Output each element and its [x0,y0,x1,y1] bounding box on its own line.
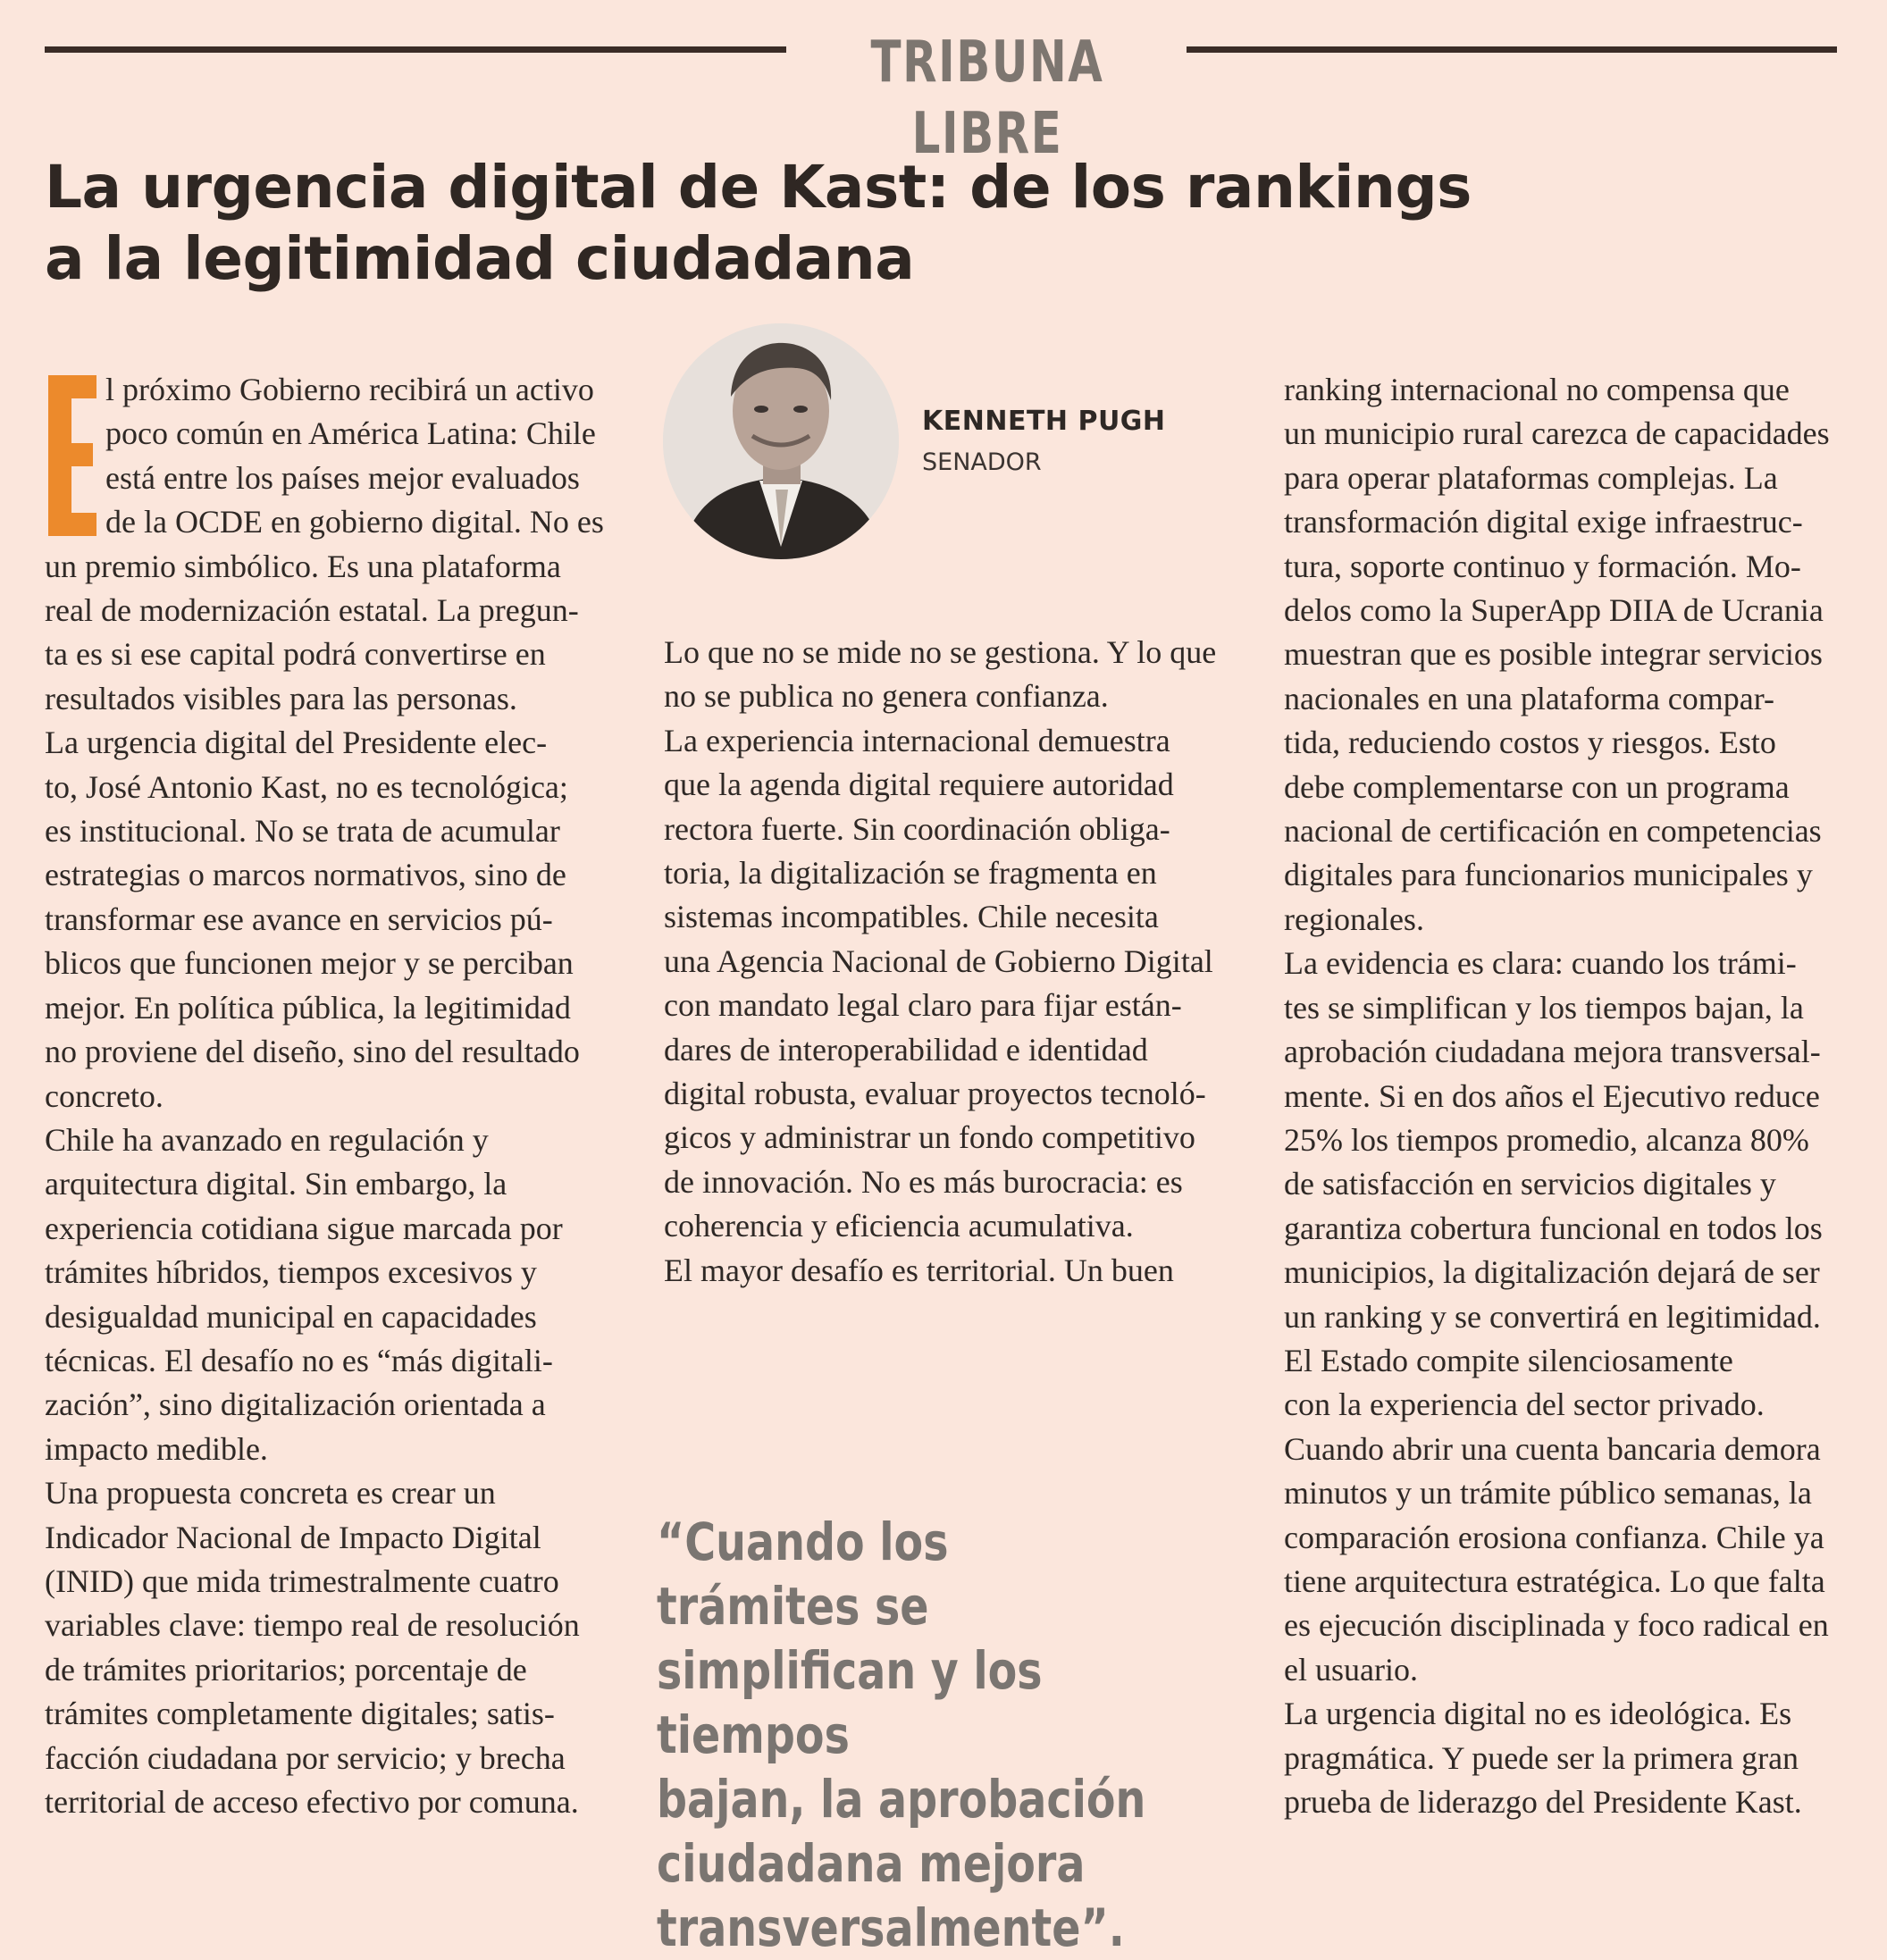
author-photo [663,323,899,559]
paragraph: La experiencia internacional demuestra que la agenda digital requiere autoridad rectora fuerte. Sin coordinación obliga- toria, la digitalización se fragmenta en sistemas incompatibles. Chile necesita una Agencia Nacional de Gobierno Digital con mandato legal claro para fijar están- dares de interoperabilidad e identidad digital robusta, evaluar proyectos tecnoló- gicos y administrar un fondo competitivo de innovación. No es más burocracia: es coherencia y eficiencia acumulativa. [664,722,1213,1244]
column-2 [664,631,1236,1293]
headline-line-1: La urgencia digital de Kast: de los rankings [45,153,1472,222]
section-header [45,27,1837,167]
header-rule-right [1187,46,1837,53]
section-title: TRIBUNA LIBRE [870,29,1104,167]
headline [45,152,1564,295]
portrait-icon [663,323,899,559]
paragraph: El Estado compite silenciosamente con la experiencia del sector privado. Cuando abrir una cuenta bancaria demora minutos y un trámite público semanas, la comparación erosiona confianza. Chile ya tiene arquitectura estratégica. Lo que falta es ejecución disciplinada y foco radical en el usuario. [1284,1342,1829,1688]
pull-quote: “Cuando los trámites se simplifican y los tiempos bajan, la aprobación ciudadana mejora transversalmente”. [657,1512,1146,1958]
author-name: KENNETH PUGH [922,406,1166,437]
paragraph: Lo que no se mide no se gestiona. Y lo que no se publica no genera confianza. [664,634,1217,715]
dropcap [45,375,96,536]
column-1 [45,368,616,1824]
paragraph: Chile ha avanzado en regulación y arquitectura digital. Sin embargo, la experiencia cotidiana sigue marcada por trámites híbridos, tiempos excesivos y desigualdad municipal en capacidades técnicas. El desafío no es “más digitali- zación”, sino digitalización orientada a impacto medible. [45,1121,563,1467]
header-rule-left [45,46,786,53]
headline-line-2: a la legitimidad ciudadana [45,224,915,293]
paragraph: Una propuesta concreta es crear un Indicador Nacional de Impacto Digital (INID) que mida trimestralmente cuatro variables clave: tiempo real de resolución de trámites prioritarios; porcentaje de trámites completamente digitales; satis- facción ciudadana por servicio; y brecha territorial de acceso efectivo por comuna. [45,1475,580,1820]
paragraph: La urgencia digital no es ideológica. Es pragmática. Y puede ser la primera gran prueba de liderazgo del Presidente Kast. [1284,1696,1802,1820]
column-3 [1284,368,1856,1824]
paragraph: La evidencia es clara: cuando los trámi- tes se simplifican y los tiempos bajan, la aprobación ciudadana mejora transversal- mente. Si en dos años el Ejecutivo reduce 25% los tiempos promedio, alcanza 80% de satisfacción en servicios digitales y garantiza cobertura funcional en todos los municipios, la digitalización dejará de ser un ranking y se convertirá en legitimidad. [1284,945,1823,1335]
paragraph: l próximo Gobierno recibirá un activo poco común en América Latina: Chile está entre los países mejor evaluados de la OCDE en gobierno digital. No es un premio simbólico. Es una plataforma real de modernización estatal. La pregun- ta es si ese capital podrá convertirse en resultados visibles para las personas. [45,372,604,716]
author-block [663,323,1199,565]
dropcap-letter-icon [45,375,96,536]
paragraph: La urgencia digital del Presidente elec- to, José Antonio Kast, no es tecnológica; es institucional. No se trata de acumular estrategias o marcos normativos, sino de transformar ese avance en servicios pú- blicos que funcionen mejor y se perciban mejor. En política pública, la legitimidad no proviene del diseño, sino del resultado concreto. [45,725,580,1114]
paragraph: ranking internacional no compensa que un municipio rural carezca de capacidades para operar plataformas complejas. La transformación digital exige infraestruc- tura, soporte continuo y formación. Mo- delos como la SuperApp DIIA de Ucrania muestran que es posible integrar servicios nacionales en una plataforma compar- tida, reduciendo costos y riesgos. Esto debe complementarse con un programa nacional de certificación en competencias digitales para funcionarios municipales y regionales. [1284,372,1830,937]
author-role: SENADOR [922,448,1042,476]
paragraph: El mayor desafío es territorial. Un buen [664,1252,1174,1288]
